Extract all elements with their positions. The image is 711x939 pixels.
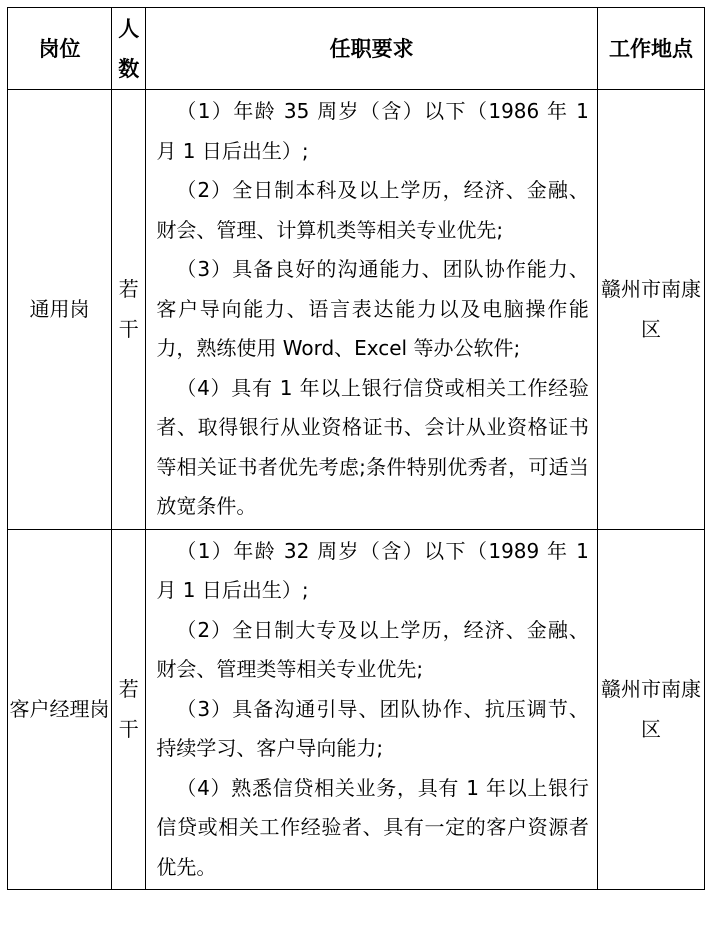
header-count: 人数 (112, 8, 146, 90)
count-cell: 若干 (112, 529, 146, 890)
location-cell: 赣州市南康区 (597, 90, 704, 530)
location-cell: 赣州市南康区 (597, 529, 704, 890)
job-requirements-table (7, 7, 705, 890)
requirement-item: （4）熟悉信贷相关业务，具有 1 年以上银行信贷或相关工作经验者、具有一定的客户资源者优先。 (156, 775, 589, 879)
requirement-item: （2）全日制本科及以上学历，经济、金融、财会、管理、计算机类等相关专业优先; (156, 178, 589, 242)
requirement-item: （3）具备沟通引导、团队协作、抗压调节、持续学习、客户导向能力; (156, 696, 589, 760)
table-row (8, 90, 705, 530)
header-requirements: 任职要求 (146, 8, 598, 90)
requirement-item: （1）年龄 35 周岁（含）以下（1986 年 1 月 1 日后出生）; (156, 99, 589, 163)
requirement-item: （1）年龄 32 周岁（含）以下（1989 年 1 月 1 日后出生）; (156, 538, 589, 602)
requirements-cell (146, 529, 598, 890)
requirement-item: （4）具有 1 年以上银行信贷或相关工作经验者、取得银行从业资格证书、会计从业资格证书等相关证书者优先考虑;条件特别优秀者，可适当放宽条件。 (156, 375, 589, 518)
requirements-cell (146, 90, 598, 530)
count-cell: 若干 (112, 90, 146, 530)
table-row (8, 529, 705, 890)
position-cell: 通用岗 (8, 90, 112, 530)
requirement-item: （3）具备良好的沟通能力、团队协作能力、客户导向能力、语言表达能力以及电脑操作能力，熟练使用 Word、Excel 等办公软件; (156, 257, 589, 360)
header-location: 工作地点 (597, 8, 704, 90)
table-header-row (8, 8, 705, 90)
header-position: 岗位 (8, 8, 112, 90)
position-cell: 客户经理岗 (8, 529, 112, 890)
requirement-item: （2）全日制大专及以上学历，经济、金融、财会、管理类等相关专业优先; (156, 617, 589, 681)
